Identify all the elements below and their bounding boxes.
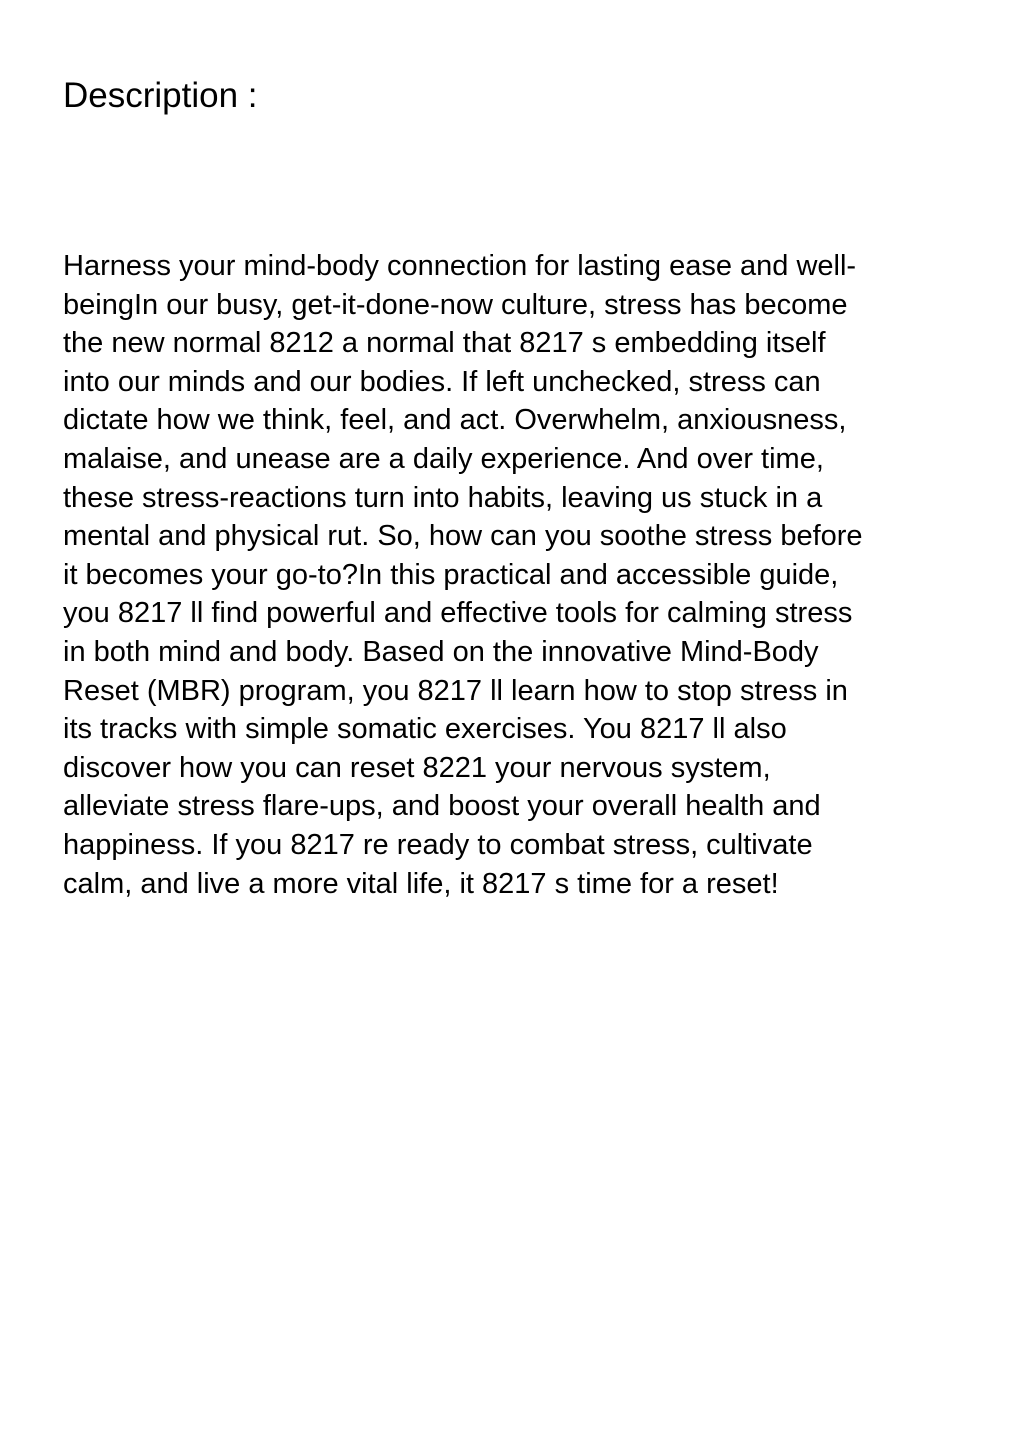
body-line: happiness. If you 8217 re ready to combat stress, cultivate [63,828,813,861]
description-body [63,247,963,903]
body-line: calm, and live a more vital life, it 8217 s time for a reset! [63,867,779,900]
body-line: alleviate stress flare-ups, and boost your overall health and [63,790,821,823]
body-line: you 8217 ll find powerful and effective tools for calming stress [63,597,853,630]
body-line: malaise, and unease are a daily experience. And over time, [63,442,824,475]
body-line: Reset (MBR) program, you 8217 ll learn how to stop stress in [63,674,848,707]
body-line: the new normal 8212 a normal that 8217 s embedding itself [63,327,826,360]
body-line: mental and physical rut. So, how can you soothe stress before [63,520,863,553]
body-line: discover how you can reset 8221 your nervous system, [63,751,771,784]
body-line: beingIn our busy, get-it-done-now culture, stress has become [63,288,848,321]
body-line: its tracks with simple somatic exercises. You 8217 ll also [63,713,787,746]
description-heading: Description : [63,76,258,115]
body-line: in both mind and body. Based on the innovative Mind-Body [63,635,819,668]
body-line: it becomes your go-to?In this practical and accessible guide, [63,558,839,591]
body-line: Harness your mind-body connection for lasting ease and well- [63,250,857,282]
body-line: into our minds and our bodies. If left unchecked, stress can [63,365,821,398]
body-line: these stress-reactions turn into habits, leaving us stuck in a [63,481,823,514]
body-line: dictate how we think, feel, and act. Overwhelm, anxiousness, [63,404,847,437]
